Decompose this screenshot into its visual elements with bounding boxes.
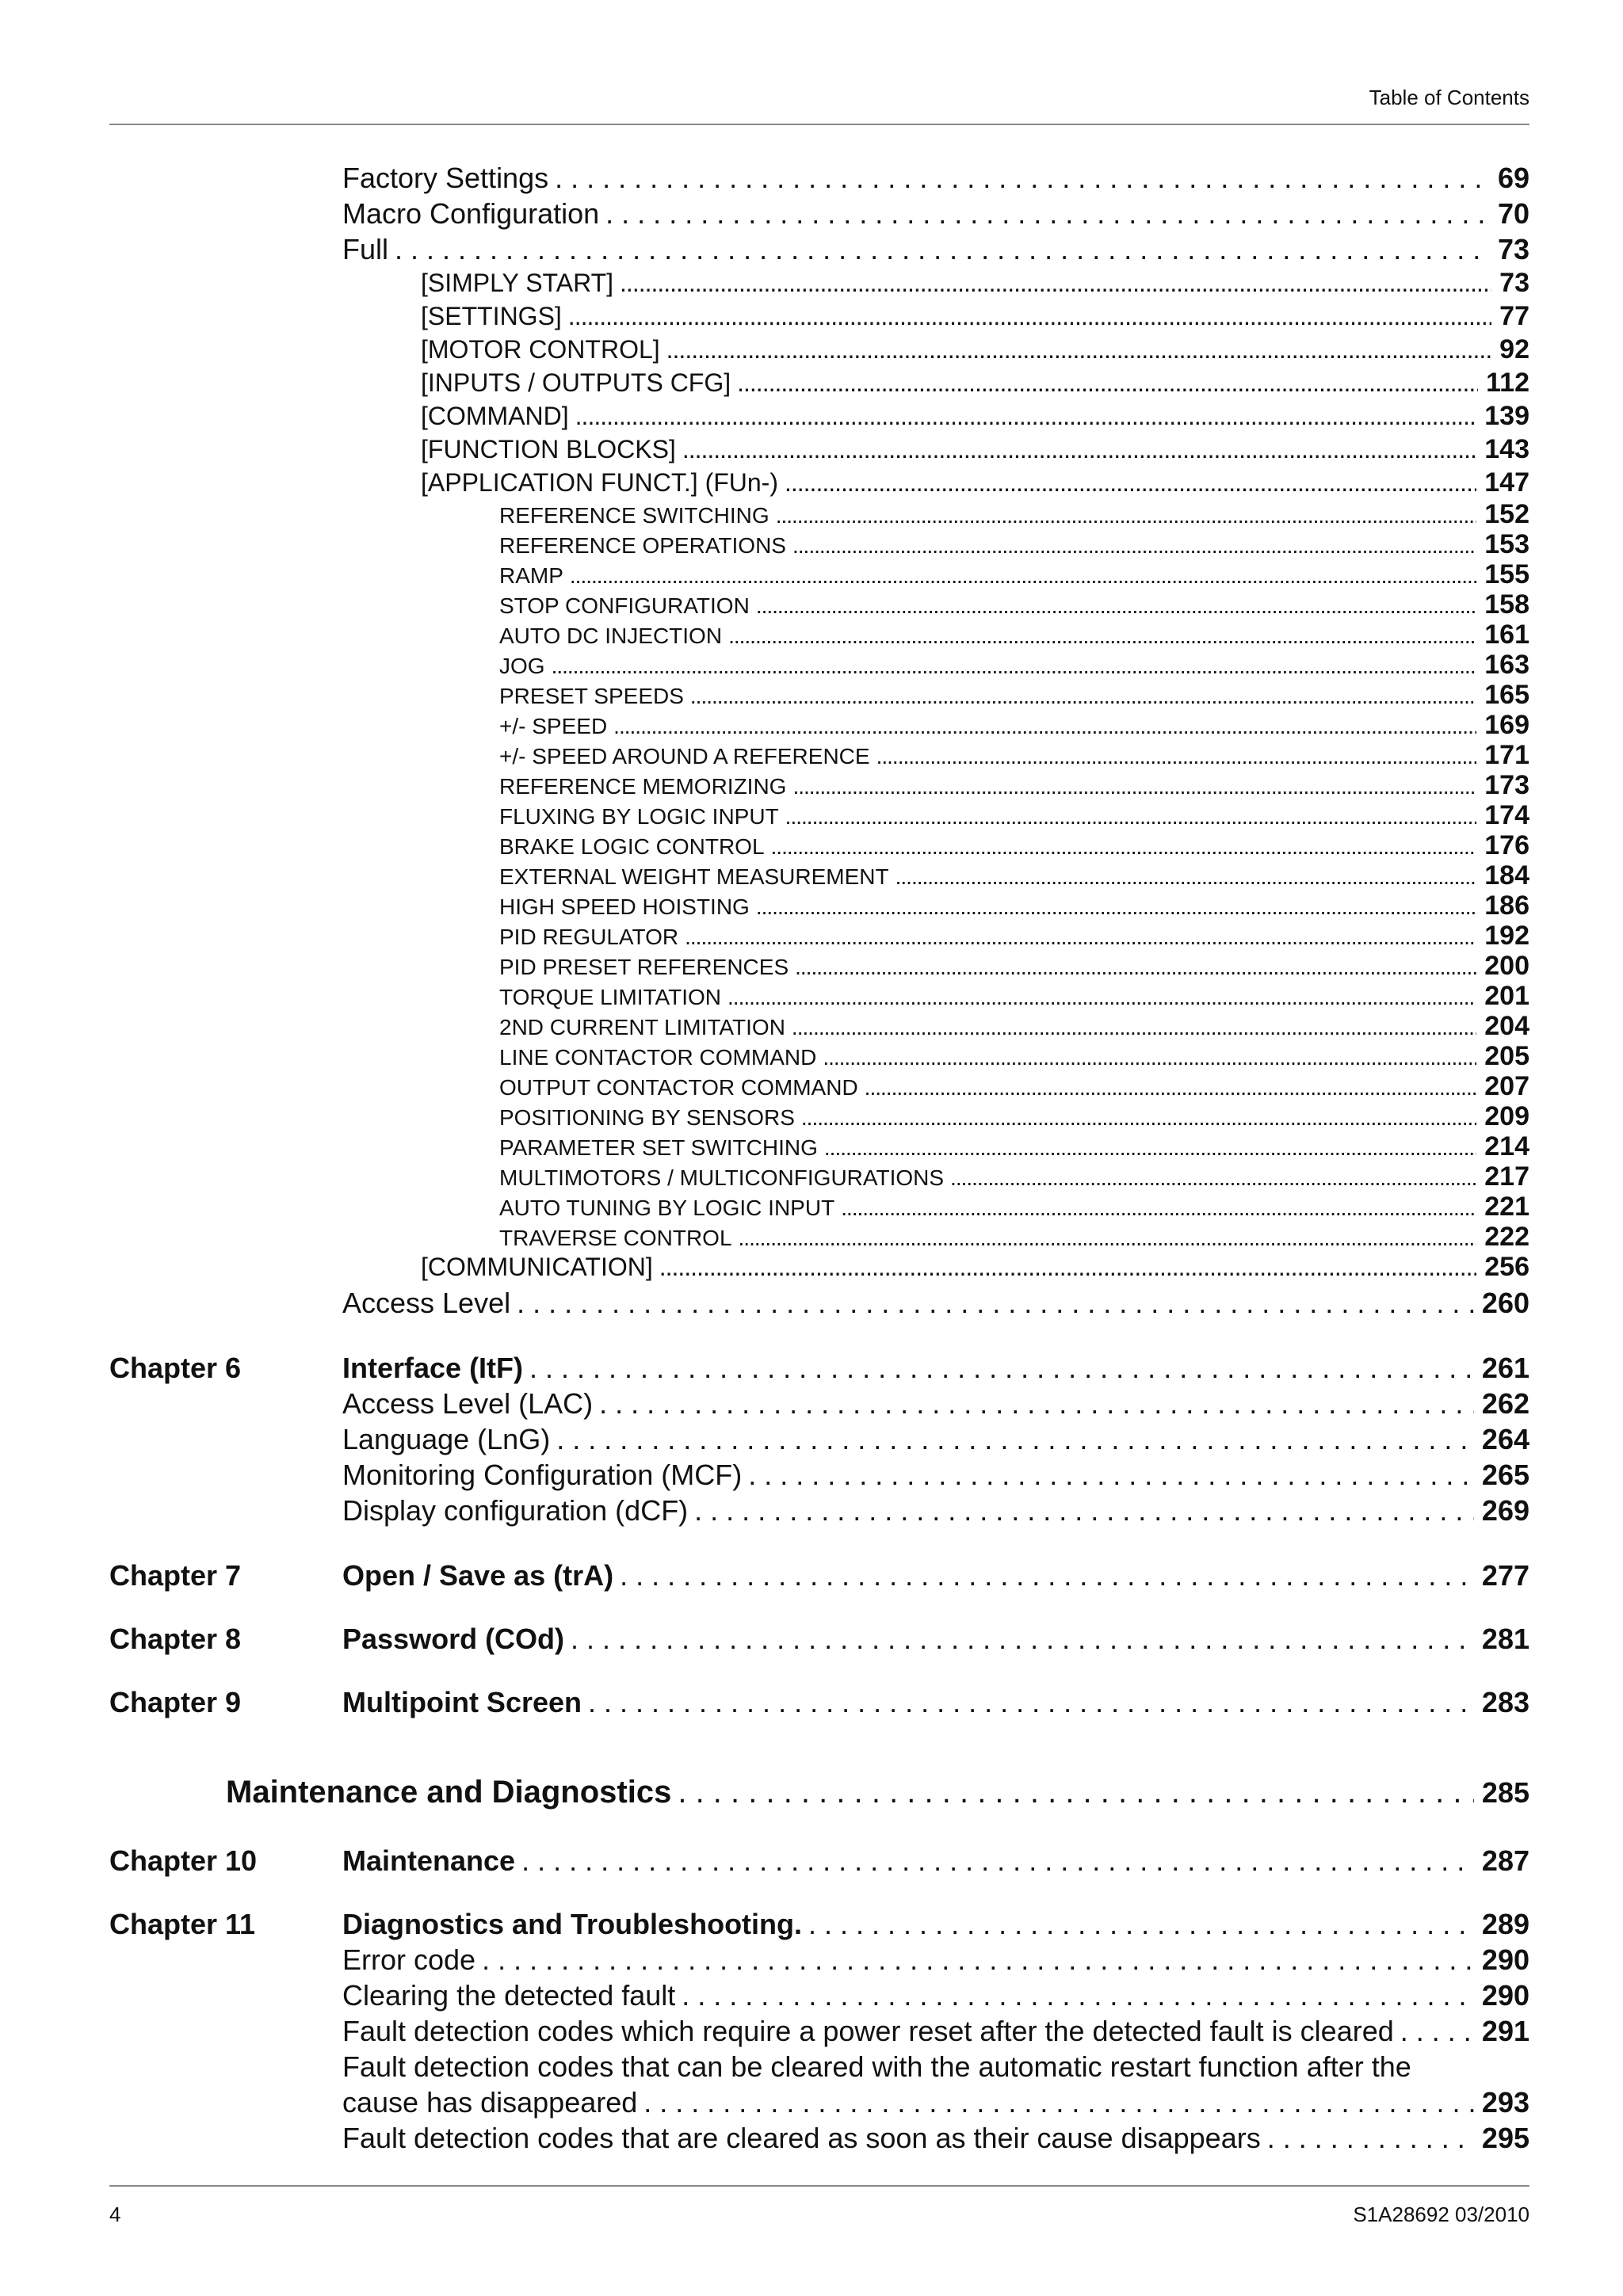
chapter-label: Chapter 10 [109, 1844, 258, 1877]
chapter-label: Chapter 8 [109, 1623, 242, 1655]
toc-entry-line [499, 800, 1529, 831]
toc-entry-page: 155 [1484, 559, 1529, 589]
page-footer [109, 2185, 1529, 2225]
dot-leader [599, 1387, 1474, 1421]
toc-entry-page: 92 [1499, 334, 1529, 364]
dot-leader [690, 684, 1476, 709]
toc-entry-title: LINE CONTACTOR COMMAND [499, 1045, 817, 1070]
toc-entry-line [421, 301, 1529, 332]
toc-entry-line [342, 1943, 1529, 1977]
toc-entry-page: 290 [1481, 1943, 1529, 1976]
toc-entry-page: 192 [1484, 921, 1529, 951]
toc-entry-line [342, 1559, 1529, 1592]
toc-entry-title: TRAVERSE CONTROL [499, 1226, 732, 1250]
toc-entry-line [499, 1131, 1529, 1162]
toc-entry-line [342, 197, 1529, 231]
chapter-label: Chapter 9 [109, 1686, 242, 1718]
toc-entry-page: 221 [1484, 1192, 1529, 1222]
toc-entry-page: 147 [1484, 467, 1529, 498]
dot-leader [776, 503, 1477, 528]
toc-entry-line [342, 1387, 1529, 1421]
dot-leader [568, 302, 1491, 331]
toc-entry-title: Fault detection codes which require a power reset after the detected fault is cleared [342, 2015, 1394, 2047]
dot-leader [678, 1775, 1474, 1810]
dot-leader [395, 233, 1490, 266]
toc-entry-title: REFERENCE OPERATIONS [499, 533, 786, 558]
dot-leader [785, 468, 1476, 498]
toc-entry-title: PARAMETER SET SWITCHING [499, 1135, 818, 1160]
toc-entry-line [499, 1071, 1529, 1102]
chapter-label: Chapter 7 [109, 1559, 242, 1592]
dot-leader [737, 368, 1478, 398]
toc-entry-title: FLUXING BY LOGIC INPUT [499, 804, 779, 829]
toc-entry-title: RAMP [499, 563, 563, 588]
dot-leader [605, 197, 1490, 231]
dot-leader [666, 335, 1492, 364]
toc-entry-line [342, 162, 1529, 195]
toc-entry-line [342, 1844, 1529, 1878]
toc-entry-title: Interface (ItF) [342, 1352, 524, 1384]
dot-leader [739, 1226, 1477, 1251]
toc-entry-title: Diagnostics and Troubleshooting. [342, 1908, 803, 1940]
dot-leader [785, 804, 1477, 830]
toc-entry-line [499, 499, 1529, 530]
toc-entry-line [342, 1494, 1529, 1527]
dot-leader [748, 1459, 1474, 1492]
toc-entry-title: Fault detection codes that are cleared as soon as their cause disappears [342, 2122, 1261, 2154]
toc-entry-page: 295 [1481, 2122, 1529, 2154]
toc-entry-page: 163 [1484, 650, 1529, 680]
toc-entry-line [342, 2086, 1529, 2119]
toc-entry-page: 201 [1484, 981, 1529, 1011]
dot-leader [682, 435, 1476, 464]
toc-entry-page: 256 [1484, 1252, 1529, 1282]
toc-entry-page: 290 [1481, 1979, 1529, 2012]
toc-entry-page: 293 [1481, 2086, 1529, 2119]
toc-entry-line [499, 620, 1529, 650]
page-number: 4 [109, 2203, 121, 2226]
toc-entry-page: 69 [1497, 162, 1529, 194]
dot-leader [823, 1045, 1476, 1070]
toc-entry-page: 173 [1484, 770, 1529, 800]
toc-entry-line [499, 981, 1529, 1012]
dot-leader [896, 864, 1477, 890]
toc-entry-page: 165 [1484, 680, 1529, 710]
page-header [109, 86, 1529, 125]
toc-entry-line [342, 1979, 1529, 2012]
dot-leader [575, 402, 1477, 431]
dot-leader [841, 1196, 1476, 1221]
chapter-label: Chapter 11 [109, 1908, 256, 1940]
toc-entry-page: 186 [1484, 891, 1529, 921]
toc-entry-line [499, 891, 1529, 921]
toc-entry-title: Maintenance and Diagnostics [226, 1775, 672, 1810]
toc-entry-title: JOG [499, 654, 545, 678]
dot-leader [613, 714, 1476, 739]
toc-entry-line [499, 770, 1529, 801]
toc-entry-page: 277 [1481, 1559, 1529, 1592]
toc-entry-title: OUTPUT CONTACTOR COMMAND [499, 1075, 858, 1100]
toc-entry-line [342, 1352, 1529, 1385]
toc-entry-line [421, 434, 1529, 465]
toc-entry-title: Monitoring Configuration (MCF) [342, 1459, 743, 1491]
toc-entry-page: 291 [1481, 2015, 1529, 2047]
toc-entry-line [499, 529, 1529, 560]
toc-entry-page: 205 [1484, 1041, 1529, 1071]
toc-entry-page: 265 [1481, 1459, 1529, 1491]
toc-entry-title: AUTO DC INJECTION [499, 624, 723, 648]
dot-leader [771, 834, 1477, 860]
toc-entry-page: 260 [1481, 1287, 1529, 1319]
toc-entry-page: 70 [1497, 197, 1529, 230]
toc-entry-title: TORQUE LIMITATION [499, 985, 722, 1009]
toc-entry-line [421, 334, 1529, 365]
toc-entry-title: Factory Settings [342, 162, 549, 194]
toc-entry-line [421, 268, 1529, 299]
toc-entry-page: 217 [1484, 1161, 1529, 1192]
toc-entry-page: 214 [1484, 1131, 1529, 1161]
toc-entry-page: 174 [1484, 800, 1529, 830]
toc-entry-title: AUTO TUNING BY LOGIC INPUT [499, 1196, 835, 1220]
toc-entry-line [499, 740, 1529, 771]
toc-entry-title: Clearing the detected fault [342, 1979, 676, 2012]
toc-entry-page: 281 [1481, 1623, 1529, 1655]
toc-entry-page: 287 [1481, 1844, 1529, 1877]
toc-entry-line [421, 1252, 1529, 1283]
toc-entry-page: 262 [1481, 1387, 1529, 1420]
toc-entry-title: PID REGULATOR [499, 925, 679, 949]
document-reference: S1A28692 03/2010 [1353, 2203, 1529, 2226]
dot-leader [521, 1844, 1474, 1878]
toc-entry-title: +/- SPEED AROUND A REFERENCE [499, 744, 870, 769]
toc-entry-line [342, 1908, 1529, 1941]
toc-entry-title: cause has disappeared [342, 2086, 638, 2119]
toc-entry-title: 2ND CURRENT LIMITATION [499, 1015, 785, 1039]
toc-entry-line [226, 1775, 1529, 1810]
dot-leader [571, 1623, 1474, 1656]
toc-entry-page: 158 [1484, 589, 1529, 620]
dot-leader [728, 624, 1476, 649]
toc-entry-line [499, 1161, 1529, 1192]
toc-entry-title: Password (COd) [342, 1623, 565, 1655]
toc-entry-line [499, 680, 1529, 711]
toc-entry-line [499, 710, 1529, 741]
toc-entry-line [499, 921, 1529, 952]
toc-entry-page: 139 [1484, 401, 1529, 431]
toc-entry-line [342, 1686, 1529, 1719]
dot-leader [792, 533, 1476, 559]
toc-entry-title: MULTIMOTORS / MULTICONFIGURATIONS [499, 1165, 945, 1190]
dot-leader [795, 955, 1476, 980]
toc-entry-line [342, 1287, 1529, 1320]
dot-leader [555, 162, 1490, 195]
dot-leader [876, 744, 1477, 769]
toc-entry-title: [COMMAND] [421, 402, 569, 430]
toc-entry-page: 112 [1486, 368, 1529, 398]
toc-entry-page: 73 [1497, 233, 1529, 265]
toc-entry-line [342, 233, 1529, 266]
toc-entry-title: REFERENCE SWITCHING [499, 503, 769, 528]
toc-entry-title: [MOTOR CONTROL] [421, 335, 660, 364]
toc-entry-line [342, 1623, 1529, 1656]
toc-entry-page: 73 [1499, 268, 1529, 298]
header-title: Table of Contents [1369, 86, 1529, 109]
dot-leader [570, 563, 1476, 589]
dot-leader [756, 894, 1476, 920]
toc-entry-title: Multipoint Screen [342, 1686, 582, 1718]
toc-entry-title: [APPLICATION FUNCT.] (FUn-) [421, 468, 778, 497]
toc-entry-title: EXTERNAL WEIGHT MEASUREMENT [499, 864, 889, 889]
toc-entry-title: Language (LnG) [342, 1423, 551, 1455]
dot-leader [950, 1165, 1476, 1191]
toc-entry-line [499, 860, 1529, 891]
dot-leader [685, 925, 1476, 950]
toc-entry-title: Open / Save as (trA) [342, 1559, 614, 1592]
dot-leader [588, 1686, 1474, 1719]
toc-entry-page: 153 [1484, 529, 1529, 559]
dot-leader [529, 1352, 1474, 1385]
toc-entry-page: 77 [1499, 301, 1529, 331]
dot-leader [552, 654, 1477, 679]
toc-entry-line [499, 1101, 1529, 1132]
toc-entry-line [421, 401, 1529, 432]
toc-entry-title: [COMMUNICATION] [421, 1253, 653, 1281]
dot-leader [620, 269, 1491, 298]
toc-entry-page: 171 [1484, 740, 1529, 770]
dot-leader [482, 1943, 1474, 1977]
toc-entry-title: Access Level [342, 1287, 511, 1319]
toc-entry-page: 269 [1481, 1494, 1529, 1527]
toc-entry-title: HIGH SPEED HOISTING [499, 894, 750, 919]
toc-entry-title: [FUNCTION BLOCKS] [421, 435, 676, 463]
toc-entry-line [499, 951, 1529, 982]
toc-entry-title: PRESET SPEEDS [499, 684, 684, 708]
dot-leader [808, 1908, 1474, 1941]
dot-leader [801, 1105, 1476, 1131]
dot-leader [756, 593, 1476, 619]
toc-entry-page: 207 [1484, 1071, 1529, 1101]
dot-leader [643, 2086, 1474, 2119]
dot-leader [694, 1494, 1474, 1527]
toc-entry-title: POSITIONING BY SENSORS [499, 1105, 795, 1130]
toc-entry-page: 209 [1484, 1101, 1529, 1131]
toc-entry-page: 285 [1481, 1776, 1529, 1809]
dot-leader [792, 774, 1476, 799]
toc-entry-line [499, 1011, 1529, 1042]
toc-entry-page: 176 [1484, 830, 1529, 860]
toc-entry-title: [SIMPLY START] [421, 269, 614, 297]
toc-entry-title: Macro Configuration [342, 197, 600, 230]
toc-entry-text-line [342, 2050, 1529, 2084]
toc-entry-title: Access Level (LAC) [342, 1387, 594, 1420]
toc-entry-page: 184 [1484, 860, 1529, 891]
toc-entry-title-line: Fault detection codes that can be cleared with the automatic restart function after the [342, 2050, 1411, 2083]
dot-leader [556, 1423, 1474, 1456]
chapter-label: Chapter 6 [109, 1352, 242, 1384]
toc-entry-page: 143 [1484, 434, 1529, 464]
toc-entry-title: Full [342, 233, 389, 265]
toc-entry-title: Maintenance [342, 1844, 516, 1877]
toc-entry-title: +/- SPEED [499, 714, 608, 738]
dot-leader [727, 985, 1476, 1010]
toc-entry-page: 200 [1484, 951, 1529, 981]
toc-entry-page: 161 [1484, 620, 1529, 650]
toc-entry-page: 283 [1481, 1686, 1529, 1718]
dot-leader [824, 1135, 1476, 1161]
toc-entry-page: 169 [1484, 710, 1529, 740]
dot-leader [517, 1287, 1474, 1320]
toc-entry-page: 152 [1484, 499, 1529, 529]
toc-entry-line [342, 2122, 1529, 2155]
toc-entry-line [342, 1459, 1529, 1492]
toc-entry-line [499, 1192, 1529, 1222]
toc-entry-title: REFERENCE MEMORIZING [499, 774, 787, 799]
toc-entry-line [499, 1222, 1529, 1253]
toc-entry-title: [INPUTS / OUTPUTS CFG] [421, 368, 731, 397]
toc-entry-line [342, 1423, 1529, 1456]
toc-entry-page: 264 [1481, 1423, 1529, 1455]
toc-entry-title: BRAKE LOGIC CONTROL [499, 834, 765, 859]
dot-leader [659, 1253, 1477, 1282]
toc-entry-page: 222 [1484, 1222, 1529, 1252]
toc-entry-title: PID PRESET REFERENCES [499, 955, 789, 979]
toc-entry-line [499, 589, 1529, 620]
toc-entry-line [342, 2015, 1529, 2048]
toc-entry-title: Error code [342, 1943, 476, 1976]
toc-entry-page: 204 [1484, 1011, 1529, 1041]
toc-entry-line [421, 368, 1529, 399]
toc-entry-title: STOP CONFIGURATION [499, 593, 750, 618]
toc-entry-line [421, 467, 1529, 498]
dot-leader [865, 1075, 1477, 1100]
toc-entry-title: [SETTINGS] [421, 302, 562, 330]
dot-leader [1400, 2015, 1474, 2048]
toc-entry-page: 261 [1481, 1352, 1529, 1384]
toc-entry-line [499, 650, 1529, 681]
dot-leader [620, 1559, 1474, 1592]
dot-leader [792, 1015, 1476, 1040]
toc-entry-line [499, 830, 1529, 861]
toc-entry-page: 289 [1481, 1908, 1529, 1940]
toc-entry-title: Display configuration (dCF) [342, 1494, 689, 1527]
dot-leader [682, 1979, 1474, 2012]
toc-entry-line [499, 559, 1529, 590]
dot-leader [1267, 2122, 1474, 2155]
toc-entry-line [499, 1041, 1529, 1072]
